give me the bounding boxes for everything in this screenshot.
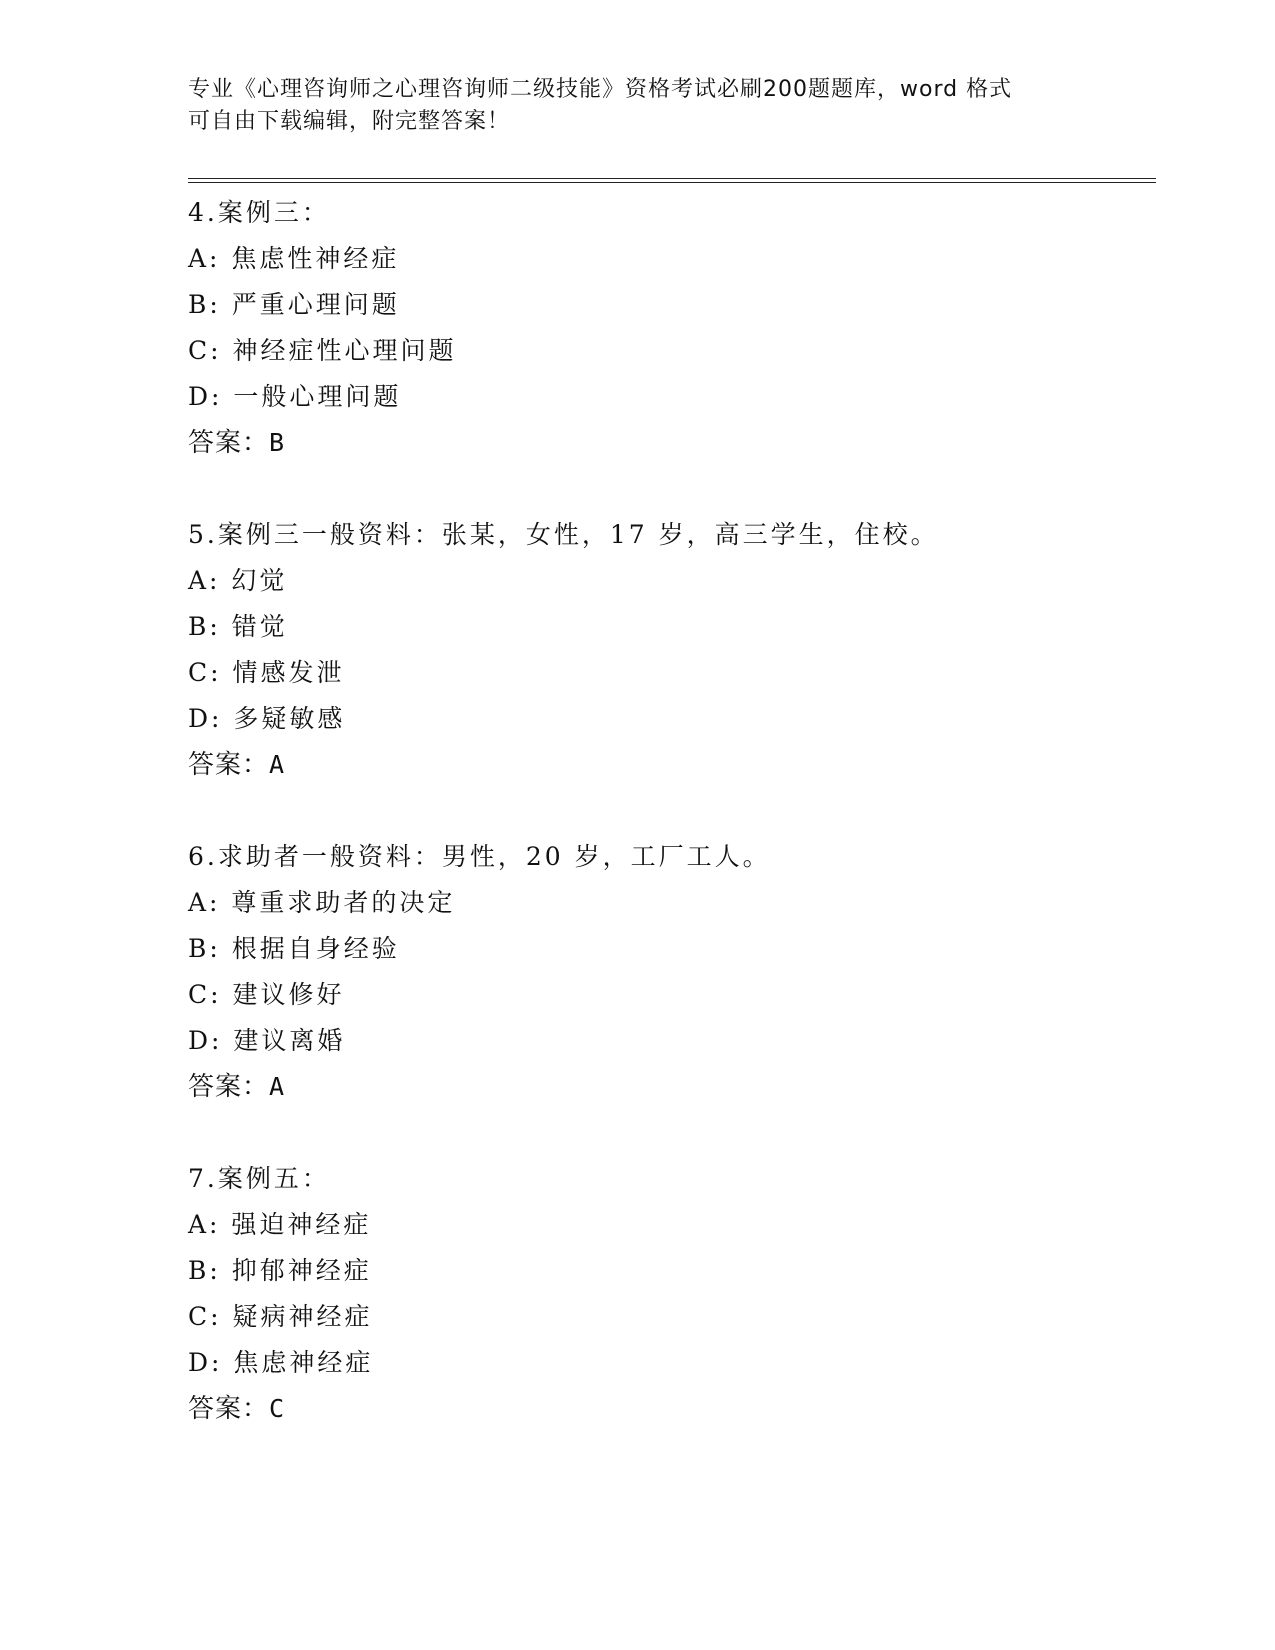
question-list: [188, 190, 1148, 1432]
option-a: A: 幻觉: [188, 566, 288, 595]
question-7: [188, 1156, 1148, 1432]
option-b: B: 抑郁神经症: [188, 1256, 372, 1285]
answer-label: 答案：: [188, 428, 270, 458]
question-stem: 5.案例三一般资料：张某，女性，17 岁，高三学生，住校。: [188, 520, 939, 549]
question-6: [188, 834, 1148, 1110]
question-stem: 4.案例三：: [188, 198, 330, 227]
option-a: A: 焦虑性神经症: [188, 244, 400, 273]
option-a: A: 强迫神经症: [188, 1210, 372, 1239]
option-c: C: 情感发泄: [188, 658, 345, 687]
option-c: C: 建议修好: [188, 980, 345, 1009]
answer-label: 答案：: [188, 750, 270, 780]
answer-line: [188, 742, 1148, 788]
option-d: D: 建议离婚: [188, 1026, 346, 1055]
question-5: [188, 512, 1148, 788]
answer-line: [188, 420, 1148, 466]
header-rule-bottom: [188, 182, 1156, 183]
answer-value: A: [269, 1072, 286, 1101]
option-d: D: 多疑敏感: [188, 704, 346, 733]
option-c: C: 疑病神经症: [188, 1302, 373, 1331]
header-line-1: 专业《心理咨询师之心理咨询师二级技能》资格考试必刷200题题库，word 格式: [188, 77, 1013, 102]
option-b: B: 严重心理问题: [188, 290, 400, 319]
answer-line: [188, 1386, 1148, 1432]
answer-label: 答案：: [188, 1394, 270, 1424]
question-4: [188, 190, 1148, 466]
option-d: D: 一般心理问题: [188, 382, 402, 411]
question-stem: 6.求助者一般资料：男性，20 岁，工厂工人。: [188, 842, 771, 871]
header-rule-top: [188, 178, 1156, 179]
answer-value: C: [269, 1394, 286, 1423]
option-b: B: 错觉: [188, 612, 288, 641]
option-c: C: 神经症性心理问题: [188, 336, 457, 365]
option-b: B: 根据自身经验: [188, 934, 400, 963]
document-header: [188, 74, 1088, 138]
answer-value: B: [269, 428, 286, 457]
answer-line: [188, 1064, 1148, 1110]
option-a: A: 尊重求助者的决定: [188, 888, 456, 917]
question-stem: 7.案例五：: [188, 1164, 330, 1193]
answer-value: A: [269, 750, 286, 779]
answer-label: 答案：: [188, 1072, 270, 1102]
option-d: D: 焦虑神经症: [188, 1348, 374, 1377]
header-line-2: 可自由下载编辑，附完整答案！: [188, 109, 511, 134]
